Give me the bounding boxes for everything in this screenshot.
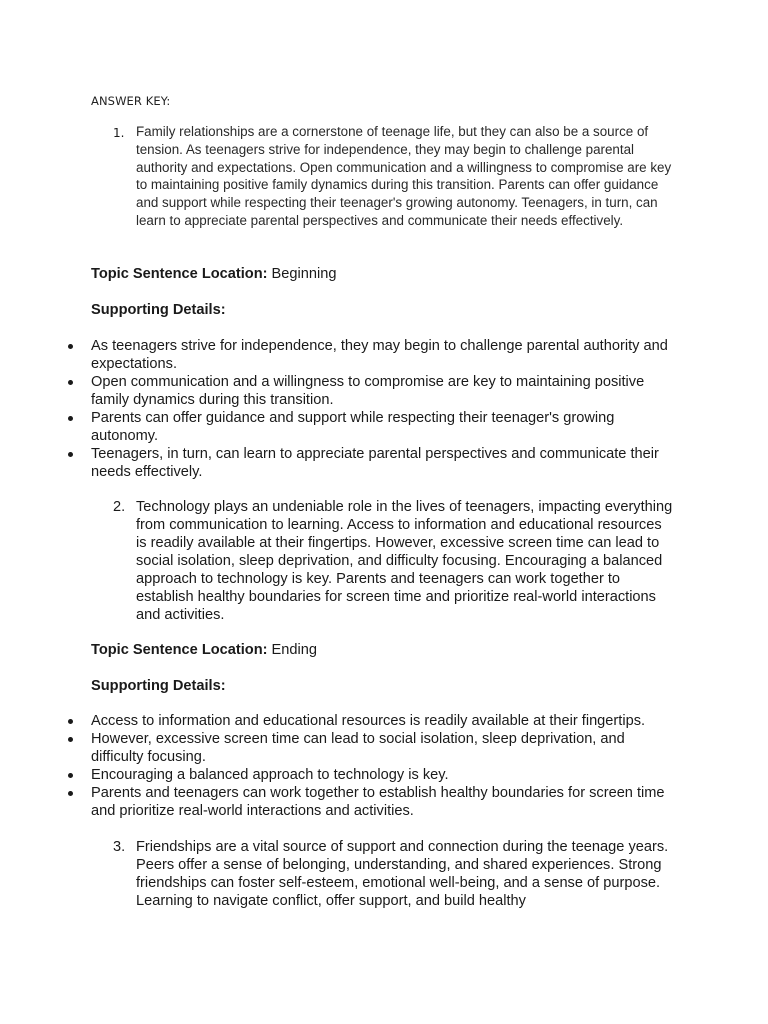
detail-text: Access to information and educational resources is readily available at their fingertips. (91, 713, 646, 729)
supporting-details-heading-2 (91, 677, 226, 695)
list-item (0, 712, 671, 730)
list-item (0, 337, 671, 373)
answer-key-heading: ANSWER KEY: (91, 94, 171, 108)
detail-text: Parents can offer guidance and support while respecting their teenager's growing autonomy. (91, 410, 615, 444)
bullet-icon (68, 737, 73, 742)
supporting-details-list-1 (0, 337, 768, 481)
topic-sentence-label-2: Topic Sentence Location: (91, 642, 268, 658)
detail-text: Encouraging a balanced approach to technology is key. (91, 767, 449, 783)
paragraph-2-text: Technology plays an undeniable role in the lives of teenagers, impacting everything from communication to learning. Access to information and educational resources is readily available at their fingertips. However, excessive screen time can lead to social isolation, sleep deprivation, and difficulty focusing. Encouraging a balanced approach to technology is key. Parents and teenagers can work together to establish healthy boundaries for screen time and prioritize real-world interactions and activities. (136, 499, 673, 623)
detail-text: As teenagers strive for independence, they may begin to challenge parental authority and expectations. (91, 338, 668, 372)
bullet-icon (68, 380, 73, 385)
paragraph-1 (113, 123, 673, 230)
bullet-icon (68, 344, 73, 349)
paragraph-2 (113, 498, 673, 624)
bullet-icon (68, 416, 73, 421)
topic-sentence-value-2: Ending (267, 642, 317, 658)
paragraph-3-text: Friendships are a vital source of support and connection during the teenage years. Peers offer a sense of belonging, understanding, and shared experiences. Strong friendships can foster self-esteem, emotional well-being, and a sense of purpose. Learning to navigate conflict, offer support, and build healthy (136, 839, 669, 909)
detail-text: Teenagers, in turn, can learn to appreciate parental perspectives and communicate their needs effectively. (91, 446, 659, 480)
topic-sentence-location-2 (91, 641, 317, 659)
topic-sentence-location-1 (91, 265, 336, 283)
bullet-icon (68, 452, 73, 457)
list-item (0, 766, 671, 784)
list-item (0, 445, 671, 481)
detail-text: Parents and teenagers can work together to establish healthy boundaries for screen time and prioritize real-world interactions and activities. (91, 785, 665, 819)
paragraph-2-number: 2. (113, 499, 126, 515)
bullet-icon (68, 791, 73, 796)
supporting-details-heading-1 (91, 301, 226, 319)
list-item (0, 409, 671, 445)
paragraph-1-number: 1. (113, 126, 125, 140)
supporting-details-label-1: Supporting Details: (91, 302, 226, 318)
supporting-details-label-2: Supporting Details: (91, 678, 226, 694)
topic-sentence-value-1: Beginning (267, 266, 337, 282)
supporting-details-list-2 (0, 712, 768, 820)
bullet-icon (68, 719, 73, 724)
topic-sentence-label-1: Topic Sentence Location: (91, 266, 268, 282)
paragraph-3 (113, 838, 673, 910)
list-item (0, 730, 671, 766)
bullet-icon (68, 773, 73, 778)
detail-text: Open communication and a willingness to compromise are key to maintaining positive family dynamics during this transition. (91, 374, 645, 408)
detail-text: However, excessive screen time can lead to social isolation, sleep deprivation, and difficulty focusing. (91, 731, 625, 765)
list-item (0, 784, 671, 820)
paragraph-1-text: Family relationships are a cornerstone of teenage life, but they can also be a source of tension. As teenagers strive for independence, they may begin to challenge parental authority and expectations. Open communication and a willingness to compromise are key to maintaining positive family dynamics during this transition. Parents can offer guidance and support while respecting their teenager's growing autonomy. Teenagers, in turn, can learn to appreciate parental perspectives and communicate their needs effectively. (136, 124, 672, 228)
list-item (0, 373, 671, 409)
paragraph-3-number: 3. (113, 839, 126, 855)
